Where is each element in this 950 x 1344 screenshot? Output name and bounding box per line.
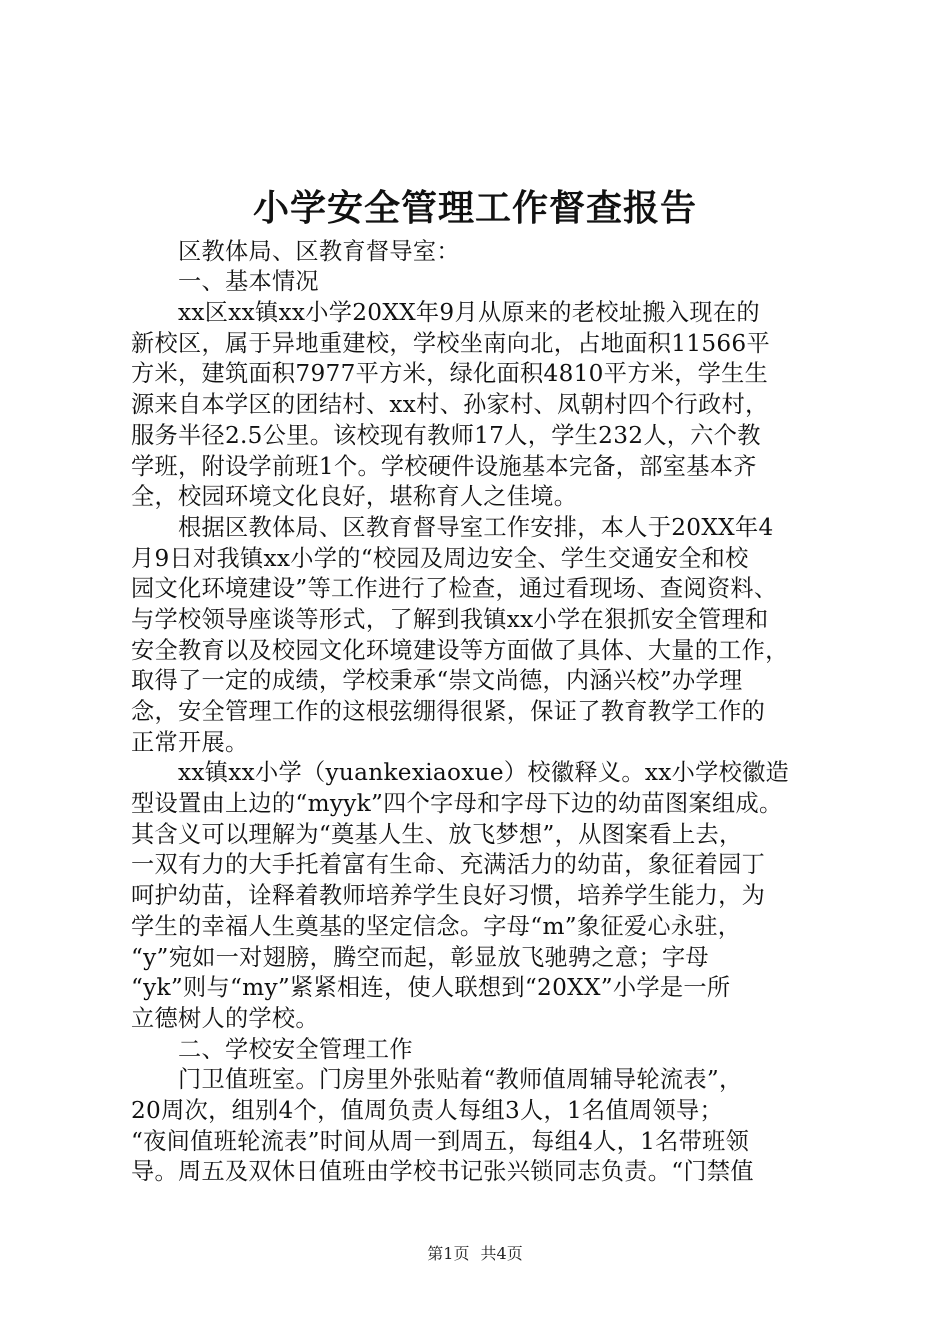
document-title: 小学安全管理工作督查报告 (252, 187, 697, 229)
paragraph-line: 导。周五及双休日值班由学校书记张兴锁同志负责。“门禁值 (131, 1158, 754, 1186)
paragraph-line: 学生的幸福人生奠基的坚定信念。字母“m”象征爱心永驻， (131, 912, 742, 940)
paragraph-line: 新校区，属于异地重建校，学校坐南向北，占地面积11566平 (131, 329, 770, 357)
salutation: 区教体局、区教育督导室： (178, 237, 460, 265)
page-number: 第1页 (427, 1244, 470, 1263)
paragraph-line: 根据区教体局、区教育督导室工作安排，本人于20XX年4 (178, 513, 774, 541)
paragraph-line: 学班，附设学前班1个。学校硬件设施基本完备，部室基本齐 (131, 452, 757, 480)
section-heading-basic-info: 一、基本情况 (178, 268, 319, 296)
paragraph-line: 全，校园环境文化良好，堪称育人之佳境。 (131, 483, 578, 511)
section-heading-safety-management: 二、学校安全管理工作 (178, 1035, 413, 1063)
paragraph-line: “夜间值班轮流表”时间从周一到周五，每组4人，1名带班领 (131, 1127, 750, 1155)
paragraph-line: 与学校领导座谈等形式，了解到我镇xx小学在狠抓安全管理和 (131, 605, 769, 633)
paragraph-line: 呵护幼苗，诠释着教师培养学生良好习惯，培养学生能力，为 (131, 882, 766, 910)
paragraph-basic-info (131, 298, 831, 513)
paragraph-guard-room (131, 1065, 831, 1188)
paragraph-line: xx镇xx小学（yuankexiaoxue）校徽释义。xx小学校徽造 (178, 759, 790, 787)
paragraph-line: 一双有力的大手托着富有生命、充满活力的幼苗，象征着园丁 (131, 851, 766, 879)
paragraph-line: 门卫值班室。门房里外张贴着“教师值周辅导轮流表”， (178, 1066, 743, 1094)
document-body (131, 206, 831, 1188)
page-footer (0, 1244, 950, 1264)
paragraph-line: 方米，建筑面积7977平方米，绿化面积4810平方米，学生生 (131, 360, 769, 388)
paragraph-line: 源来自本学区的团结村、xx村、孙家村、凤朝村四个行政村， (131, 391, 769, 419)
paragraph-line: 型设置由上边的“myyk”四个字母和字母下边的幼苗图案组成。 (131, 790, 783, 818)
spacer-line (131, 206, 831, 237)
paragraph-line: 园文化环境建设”等工作进行了检查，通过看现场、查阅资料、 (131, 575, 778, 603)
paragraph-line: 服务半径2.5公里。该校现有教师17人，学生232人，六个教 (131, 421, 761, 449)
paragraph-inspection (131, 513, 831, 759)
paragraph-line: “yk”则与“my”紧紧相连，使人联想到“20XX”小学是一所 (131, 974, 731, 1002)
paragraph-school-emblem (131, 758, 831, 1034)
paragraph-line: 20周次，组别4个，值周负责人每组3人，1名值周领导； (131, 1096, 723, 1124)
paragraph-line: 其含义可以理解为“奠基人生、放飞梦想”，从图案看上去， (131, 820, 743, 848)
paragraph-line: “y”宛如一对翅膀，腾空而起，彰显放飞驰骋之意；字母 (131, 943, 709, 971)
paragraph-line: 取得了一定的成绩，学校秉承“崇文尚德，内涵兴校”办学理 (131, 667, 743, 695)
paragraph-line: 安全教育以及校园文化环境建设等方面做了具体、大量的工作， (131, 636, 789, 664)
paragraph-line: 正常开展。 (131, 728, 249, 756)
paragraph-line: 月9日对我镇xx小学的“校园及周边安全、学生交通安全和校 (131, 544, 749, 572)
paragraph-line: xx区xx镇xx小学20XX年9月从原来的老校址搬入现在的 (178, 299, 760, 327)
total-pages: 共4页 (480, 1244, 523, 1263)
paragraph-line: 立德树人的学校。 (131, 1004, 319, 1032)
paragraph-line: 念，安全管理工作的这根弦绷得很紧，保证了教育教学工作的 (131, 698, 766, 725)
